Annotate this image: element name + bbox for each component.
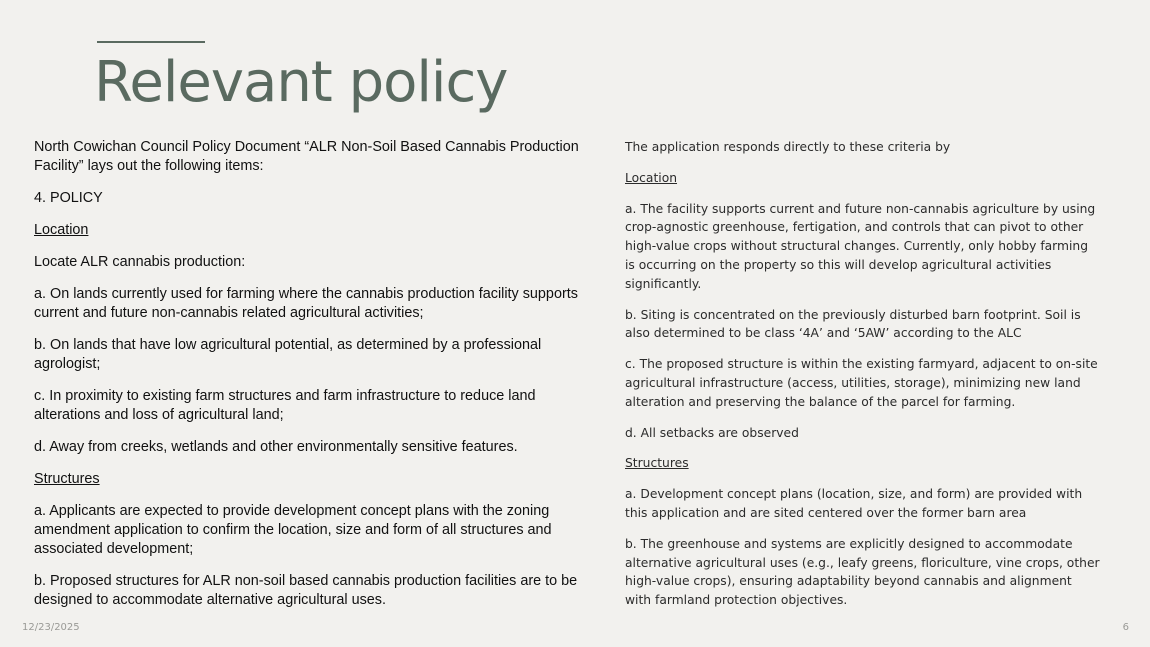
policy-locate-intro: Locate ALR cannabis production: (34, 254, 246, 270)
policy-location-item-c: c. In proximity to existing farm structures and farm infrastructure to reduce land alterations and loss of agricultural land; (34, 388, 536, 423)
policy-structures-item-a: a. Applicants are expected to provide development concept plans with the zoning amendment application to confirm the location, size and form of all structures and associated development; (34, 503, 552, 557)
policy-heading: 4. POLICY (34, 190, 103, 206)
policy-location-item-d: d. Away from creeks, wetlands and other environmentally sensitive features. (34, 439, 518, 455)
response-location-heading: Location (625, 170, 678, 185)
response-location-item-a: a. The facility supports current and future non-cannabis agriculture by using crop-agnostic greenhouse, fertigation, and controls that can pivot to other high-value crops without structural changes. Currently, only hobby farming is occurring on the property so this will develop agricultural activities significantly. (625, 201, 1096, 291)
policy-column (34, 138, 604, 623)
response-structures-item-b: b. The greenhouse and systems are explicitly designed to accommodate alternative agricultural uses (e.g., leafy greens, floriculture, vine crops, other high-value crops), ensuring adaptability beyond cannabis and alignment with farmland protection objectives. (625, 536, 1100, 608)
policy-structures-heading: Structures (34, 471, 100, 487)
response-location-item-d: d. All setbacks are observed (625, 425, 799, 440)
response-column (625, 138, 1100, 622)
response-structures-item-a: a. Development concept plans (location, size, and form) are provided with this application and are sited centered over the former barn area (625, 487, 1083, 520)
slide-title: Relevant policy (94, 50, 508, 115)
policy-structures-item-b: b. Proposed structures for ALR non-soil based cannabis production facilities are to be designed to accommodate alternative agricultural uses. (34, 573, 578, 608)
footer-date: 12/23/2025 (22, 622, 80, 633)
policy-intro: North Cowichan Council Policy Document “ALR Non-Soil Based Cannabis Production Facility” lays out the following items: (34, 139, 579, 174)
response-intro: The application responds directly to these criteria by (625, 140, 951, 154)
policy-location-heading: Location (34, 222, 89, 238)
page-number: 6 (1122, 622, 1129, 633)
response-location-item-c: c. The proposed structure is within the existing farmyard, adjacent to on-site agricultural infrastructure (access, utilities, storage), minimizing new land alteration and preserving the balance of the parcel for farming. (625, 357, 1098, 409)
response-location-item-b: b. Siting is concentrated on the previously disturbed barn footprint. Soil is also determined to be class ‘4A’ and ‘5AW’ according to the ALC (625, 307, 1081, 341)
title-accent-rule (97, 41, 205, 43)
policy-location-item-b: b. On lands that have low agricultural potential, as determined by a professional agrologist; (34, 337, 542, 372)
response-structures-heading: Structures (625, 456, 689, 471)
policy-location-item-a: a. On lands currently used for farming where the cannabis production facility supports current and future non-cannabis related agricultural activities; (34, 286, 578, 321)
